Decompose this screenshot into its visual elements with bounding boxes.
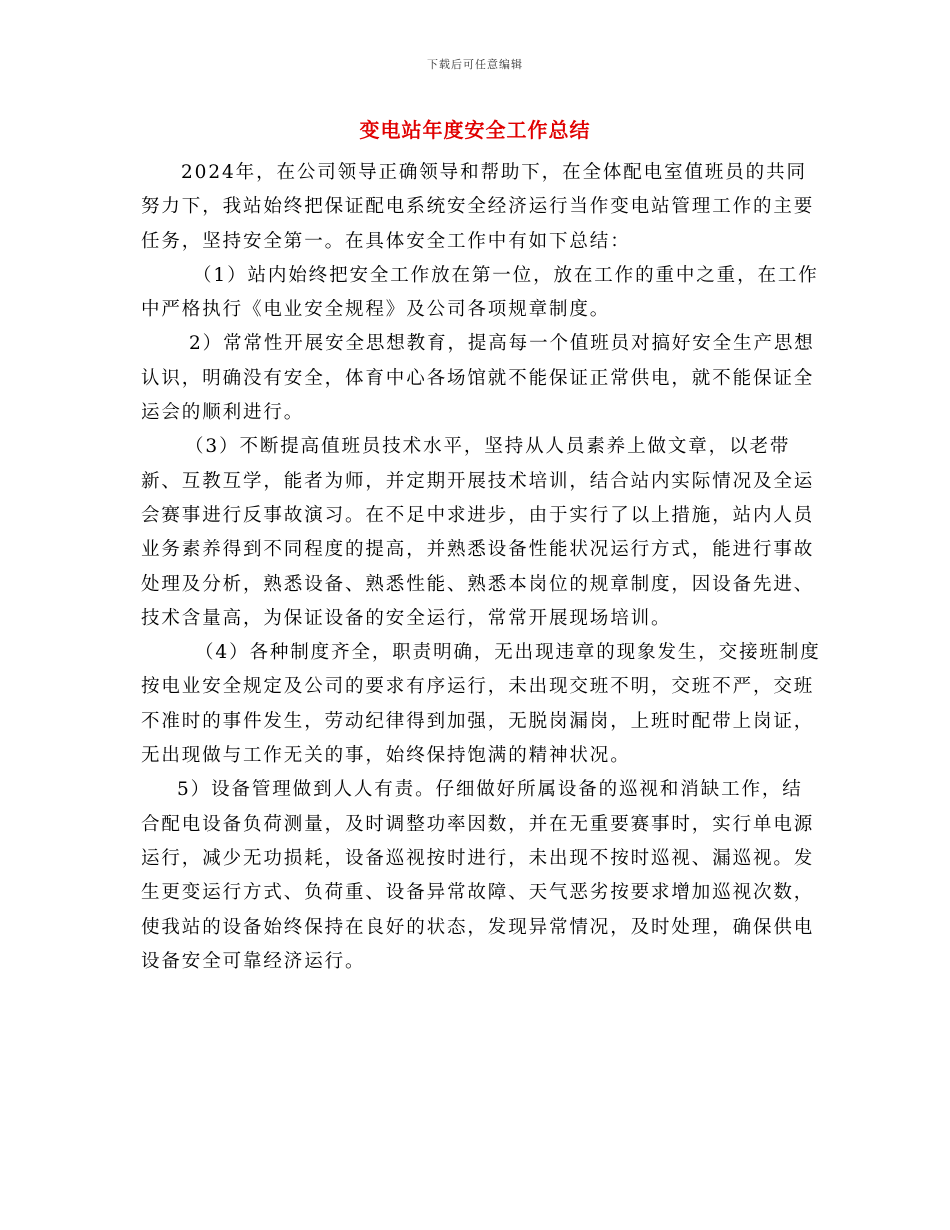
paragraph-intro: 2024年，在公司领导正确领导和帮助下，在全体配电室值班员的共同努力下，我站始终把保证配电系统安全经济运行当作变电站管理工作的主要任务，坚持安全第一。在具体安全工作中有如下总结：	[141, 162, 815, 252]
paragraph-item-5: 5）设备管理做到人人有责。仔细做好所属设备的巡视和消缺工作，结合配电设备负荷测量，及时调整功率因数，并在无重要赛事时，实行单电源运行，减少无功损耗，设备巡视按时进行，未出现不按时巡视、漏巡视。发生更变运行方式、负荷重、设备异常故障、天气恶劣按要求增加巡视次数，使我站的设备始终保持在良好的状态，发现异常情况，及时处理，确保供电设备安全可靠经济运行。	[141, 779, 815, 972]
paragraph-item-3: （3）不断提高值班员技术水平，坚持从人员素养上做文章，以老带新、互教互学，能者为师，并定期开展技术培训，结合站内实际情况及全运会赛事进行反事故演习。在不足中求进步，由于实行了以上措施，站内人员业务素养得到不同程度的提高，并熟悉设备性能状况运行方式，能进行事故处理及分析，熟悉设备、熟悉性能、熟悉本岗位的规章制度，因设备先进、技术含量高，为保证设备的安全运行，常常开展现场培训。	[141, 436, 815, 629]
document-body	[141, 156, 821, 979]
paragraph-item-4: （4）各种制度齐全，职责明确，无出现违章的现象发生，交接班制度按电业安全规定及公司的要求有序运行，未出现交班不明，交班不严，交班不准时的事件发生，劳动纪律得到加强，无脱岗漏岗，上班时配带上岗证，无出现做与工作无关的事，始终保持饱满的精神状况。	[141, 642, 821, 767]
paragraph-item-2: 2）常常性开展安全思想教育，提高每一个值班员对搞好安全生产思想认识，明确没有安全，体育中心各场馆就不能保证正常供电，就不能保证全运会的顺利进行。	[141, 333, 815, 424]
document-title: 变电站年度安全工作总结	[359, 118, 591, 142]
header-note: 下载后可任意编辑	[427, 58, 523, 71]
paragraph-item-1: （1）站内始终把安全工作放在第一位，放在工作的重中之重，在工作中严格执行《电业安全规程》及公司各项规章制度。	[141, 264, 819, 321]
